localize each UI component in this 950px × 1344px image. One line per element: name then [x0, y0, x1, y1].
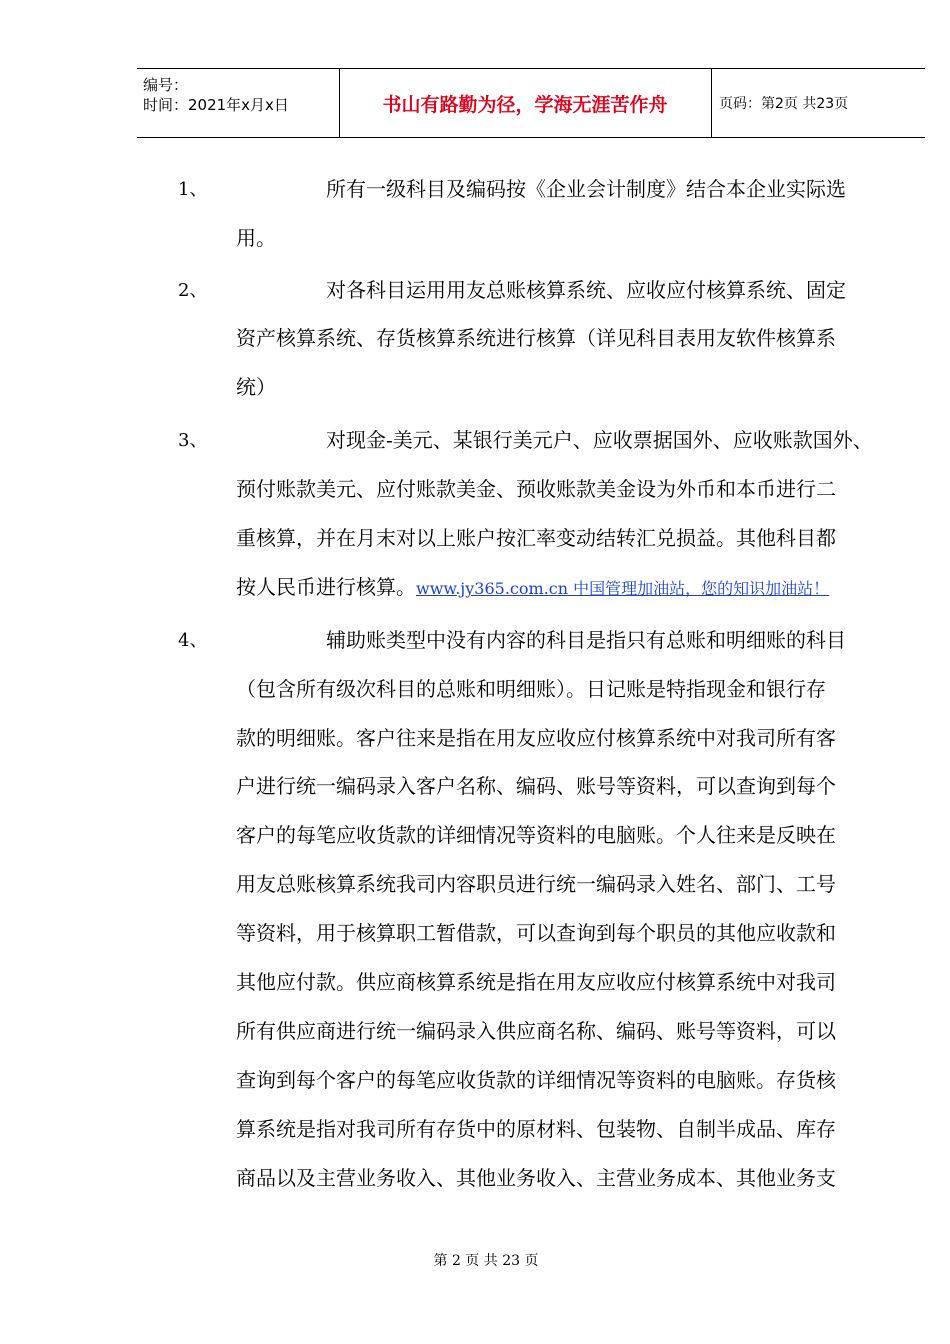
item-number: 2、	[178, 280, 208, 301]
text-line: 其他应付款。供应商核算系统是指在用友应收应付核算系统中对我司	[236, 970, 836, 994]
motto: 书山有路勤为径，学海无涯苦作舟	[382, 93, 668, 116]
text-line	[236, 571, 829, 600]
text-line: 对各科目运用用友总账核算系统、应收应付核算系统、固定	[326, 278, 846, 302]
text-line: 对现金-美元、某银行美元户、应收票据国外、应收账款国外、	[326, 428, 873, 452]
website-link[interactable]: www.jy365.com.cn 中国管理加油站，您的知识加油站！	[416, 579, 830, 598]
text-line: 款的明细账。客户往来是指在用友应收应付核算系统中对我司所有客	[236, 726, 836, 750]
text-line: 所有供应商进行统一编码录入供应商名称、编码、账号等资料，可以	[236, 1019, 836, 1043]
header-meta	[143, 75, 289, 115]
text-line: 算系统是指对我司所有存货中的原材料、包装物、自制半成品、库存	[236, 1117, 836, 1141]
text-line: 预付账款美元、应付账款美金、预收账款美金设为外币和本币进行二	[236, 477, 836, 501]
text-line: 户进行统一编码录入客户名称、编码、账号等资料，可以查询到每个	[236, 774, 836, 798]
page-header	[137, 68, 925, 138]
text-line: 重核算，并在月末对以上账户按汇率变动结转汇兑损益。其他科目都	[236, 526, 836, 550]
text-line: 客户的每笔应收货款的详细情况等资料的电脑账。个人往来是反映在	[236, 823, 836, 847]
item-number: 4、	[178, 630, 208, 651]
text-line: （包含所有级次科目的总账和明细账）。日记账是特指现金和银行存	[236, 677, 826, 701]
text-line: 所有一级科目及编码按《企业会计制度》结合本企业实际选	[326, 177, 846, 201]
code-label: 编号：	[143, 76, 189, 94]
header-divider	[711, 69, 712, 137]
page-indicator: 页码：第2页 共23页	[719, 96, 849, 112]
item-number: 3、	[178, 430, 208, 451]
page-footer: 第 2 页 共 23 页	[433, 1253, 539, 1269]
date-label: 时间：2021年x月x日	[143, 96, 289, 114]
text-segment: 按人民币进行核算。	[236, 575, 416, 599]
text-line: 用友总账核算系统我司内容职员进行统一编码录入姓名、部门、工号	[236, 872, 836, 896]
text-line: 商品以及主营业务收入、其他业务收入、主营业务成本、其他业务支	[236, 1166, 836, 1190]
text-line: 资产核算系统、存货核算系统进行核算（详见科目表用友软件核算系	[236, 326, 836, 350]
text-line: 查询到每个客户的每笔应收货款的详细情况等资料的电脑账。存货核	[236, 1068, 836, 1092]
text-line: 统）	[236, 375, 276, 399]
text-line: 辅助账类型中没有内容的科目是指只有总账和明细账的科目	[326, 628, 846, 652]
text-line: 等资料，用于核算职工暂借款，可以查询到每个职员的其他应收款和	[236, 921, 836, 945]
item-number: 1、	[178, 179, 208, 200]
text-line: 用。	[236, 226, 276, 250]
